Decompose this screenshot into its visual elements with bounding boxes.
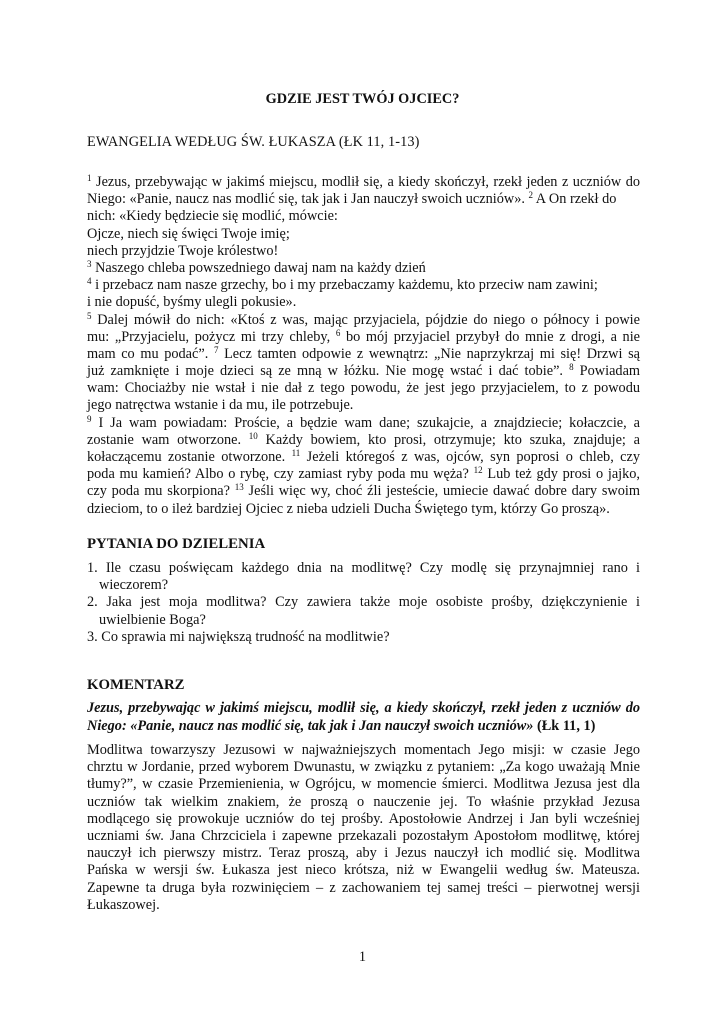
- scripture-line: [87, 277, 640, 294]
- scripture-line: [87, 329, 640, 346]
- quote-line: Jezus, przebywając w jakimś miejscu, modlił się, a kiedy skończył, rzekł jeden z uczniów do: [87, 700, 640, 716]
- scripture-line: [87, 363, 640, 380]
- verse-text: i nie dopuść, byśmy ulegli pokusie».: [87, 294, 297, 311]
- verse-number: 1: [87, 173, 92, 183]
- commentary-line: tłumy?”, w czasie Przemienienia, w Ogrójcu, w momencie śmierci. Modlitwa Jezusa jest dla: [87, 776, 640, 793]
- verse-text: Lub też gdy prosi o jajko,: [487, 466, 641, 483]
- verse-text: Niego: «Panie, naucz nas modlić się, tak jak i Jan nauczył swoich uczniów».: [87, 191, 525, 208]
- verse-text: mu: „Przyjacielu, pożycz mi trzy chleby,: [87, 328, 331, 345]
- verse-text: Naszego chleba powszedniego dawaj nam na każdy dzień: [95, 259, 426, 276]
- scripture-line: [87, 449, 640, 466]
- commentary-line: uczniami św. Jana Chrzciciela i zapewne przekazali pozostałym Apostołom modlitwę, której: [87, 827, 640, 844]
- commentary-line: uczniów tak wielkim znakiem, że proszą o nauczenie jej. To właśnie przykład Jezusa: [87, 793, 640, 810]
- verse-text: Ojcze, niech się święci Twoje imię;: [87, 225, 290, 242]
- commentary-line: Łukaszowej.: [87, 896, 160, 913]
- scripture-line: [87, 208, 640, 225]
- scripture-line: [87, 380, 640, 397]
- scripture-line: [87, 346, 640, 363]
- verse-text: i przebacz nam nasze grzechy, bo i my przebaczamy każdemu, kto przeciw nam zawini;: [95, 277, 598, 294]
- quote-line: [87, 718, 640, 736]
- commentary-body: [87, 742, 640, 914]
- scripture-line: [87, 243, 640, 260]
- verse-number: 5: [87, 310, 92, 321]
- quote-reference: (Łk 11, 1): [537, 717, 596, 734]
- scripture-line: [87, 191, 640, 208]
- scripture-passage: [87, 174, 640, 518]
- verse-number: 9: [87, 413, 92, 424]
- question-line: 3. Co sprawia mi największą trudność na modlitwie?: [87, 628, 390, 645]
- commentary-line: modlącego się prowokuje uczniów do tej prośby. Apostołowie Andrzej i Jan byli wcześniej: [87, 810, 640, 827]
- scripture-line: [87, 260, 640, 277]
- verse-text: zostanie wam otworzone.: [87, 431, 242, 448]
- verse-text: A On rzekł do: [535, 191, 617, 208]
- verse-text: już zamknięte i moje dzieci są ze mną w łóżku. Nie mogę wstać i dać tobie”.: [87, 363, 564, 380]
- verse-number: 10: [248, 430, 258, 441]
- verse-text: bo mój przyjaciel przybył do mnie z drogi, a nie: [345, 328, 641, 345]
- verse-text: Jeżeli któregoś z was, ojców, syn poprosi o chleb, czy: [306, 449, 641, 465]
- verse-text: Jeśli więc wy, choć źli jesteście, umiecie dawać dobre dary swoim: [248, 483, 640, 500]
- scripture-line: [87, 174, 640, 191]
- commentary-line: nauczył ich pierwszy mistrz. Teraz proszą, aby i Jezus nauczył ich modlić się. Modlitwa: [87, 845, 640, 862]
- verse-number: 6: [335, 327, 341, 338]
- gospel-heading: EWANGELIA WEDŁUG ŚW. ŁUKASZA (ŁK 11, 1-13): [87, 134, 420, 150]
- verse-text: niech przyjdzie Twoje królestwo!: [87, 242, 279, 259]
- scripture-line: [87, 294, 640, 311]
- scripture-line: [87, 466, 640, 483]
- verse-number: 2: [528, 190, 533, 201]
- commentary-line: Modlitwa towarzyszy Jezusowi w najważniejszych momentach Jego misji: w czasie Jego: [87, 742, 640, 758]
- verse-text: jego natręctwa wstanie i da mu, ile potrzebuje.: [87, 397, 354, 414]
- quote-text: Niego: «Panie, naucz nas modlić się, tak jak i Jan nauczył swoich uczniów»: [87, 717, 534, 734]
- verse-number: 12: [473, 465, 483, 476]
- question-line: 2. Jaka jest moja modlitwa? Czy zawiera także moje osobiste prośby, dziękczynienie i: [87, 594, 640, 611]
- commentary-line: Pańska w wersji św. Łukasza jest nieco krótsza, niż w Ewangelii według św. Mateusza.: [87, 862, 640, 879]
- questions-list: [87, 560, 640, 646]
- verse-text: Jezus, przebywając w jakimś miejscu, modlił się, a kiedy skończył, rzekł jeden z uczniów do: [96, 174, 640, 190]
- page-number: 1: [358, 949, 367, 965]
- verse-text: Powiadam: [579, 363, 641, 380]
- commentary-line: chrztu w Jordanie, przed wyborem Dwunastu, w związku z pytaniem: „Za kogo uważają Mnie: [87, 759, 640, 776]
- verse-number: 3: [87, 258, 92, 269]
- verse-text: kołaczącemu zostanie otworzone.: [87, 449, 286, 465]
- scripture-line: [87, 483, 640, 500]
- verse-number: 8: [569, 362, 574, 373]
- scripture-line: [87, 432, 640, 449]
- verse-text: I Ja wam powiadam: Proście, a będzie wam dane; szukajcie, a znajdziecie; kołaczcie, a: [98, 414, 640, 431]
- verse-number: 11: [291, 448, 301, 458]
- question-line: wieczorem?: [99, 577, 169, 594]
- scripture-line: [87, 397, 640, 414]
- verse-number: 13: [234, 482, 244, 493]
- verse-number: 4: [87, 276, 92, 287]
- scripture-line: [87, 501, 640, 518]
- verse-text: poda mu kamień? Albo o rybę, czy zamiast ryby poda mu węża?: [87, 466, 469, 483]
- verse-number: 7: [213, 344, 219, 355]
- verse-text: czy poda mu skorpiona?: [87, 483, 230, 500]
- verse-text: wam: Chociażby nie wstał i nie dał z tego powodu, że jest jego przyjacielem, to z powodu: [87, 380, 640, 397]
- commentary-heading: KOMENTARZ: [87, 677, 185, 693]
- question-line: uwielbienie Boga?: [99, 611, 206, 628]
- verse-text: nich: «Kiedy będziecie się modlić, mówcie:: [87, 208, 338, 225]
- question-line: 1. Ile czasu poświęcam każdego dnia na modlitwę? Czy modlę się przynajmniej rano i: [87, 560, 640, 576]
- verse-text: Każdy bowiem, kto prosi, otrzymuje; kto szuka, znajduje; a: [265, 431, 640, 448]
- scripture-line: [87, 226, 640, 243]
- verse-text: mam co mu podać”.: [87, 345, 209, 362]
- commentary-quote: [87, 700, 640, 735]
- document-title: GDZIE JEST TWÓJ OJCIEC?: [265, 91, 460, 107]
- verse-text: Lecz tamten odpowie z wewnątrz: „Nie naprzykrzaj mi się! Drzwi są: [224, 345, 641, 362]
- scripture-line: [87, 415, 640, 432]
- verse-text: dzieciom, to o ileż bardziej Ojciec z nieba udzieli Ducha Świętego tym, którzy Go proszą».: [87, 500, 610, 517]
- scripture-line: [87, 312, 640, 329]
- questions-heading: PYTANIA DO DZIELENIA: [87, 536, 266, 552]
- verse-text: Dalej mówił do nich: «Ktoś z was, mając przyjaciela, pójdzie do niego o północy i powie: [97, 311, 640, 328]
- commentary-line: Zapewne ta druga była rozwinięciem – z zachowaniem tej samej treści – pierwotnej wersji: [87, 879, 640, 896]
